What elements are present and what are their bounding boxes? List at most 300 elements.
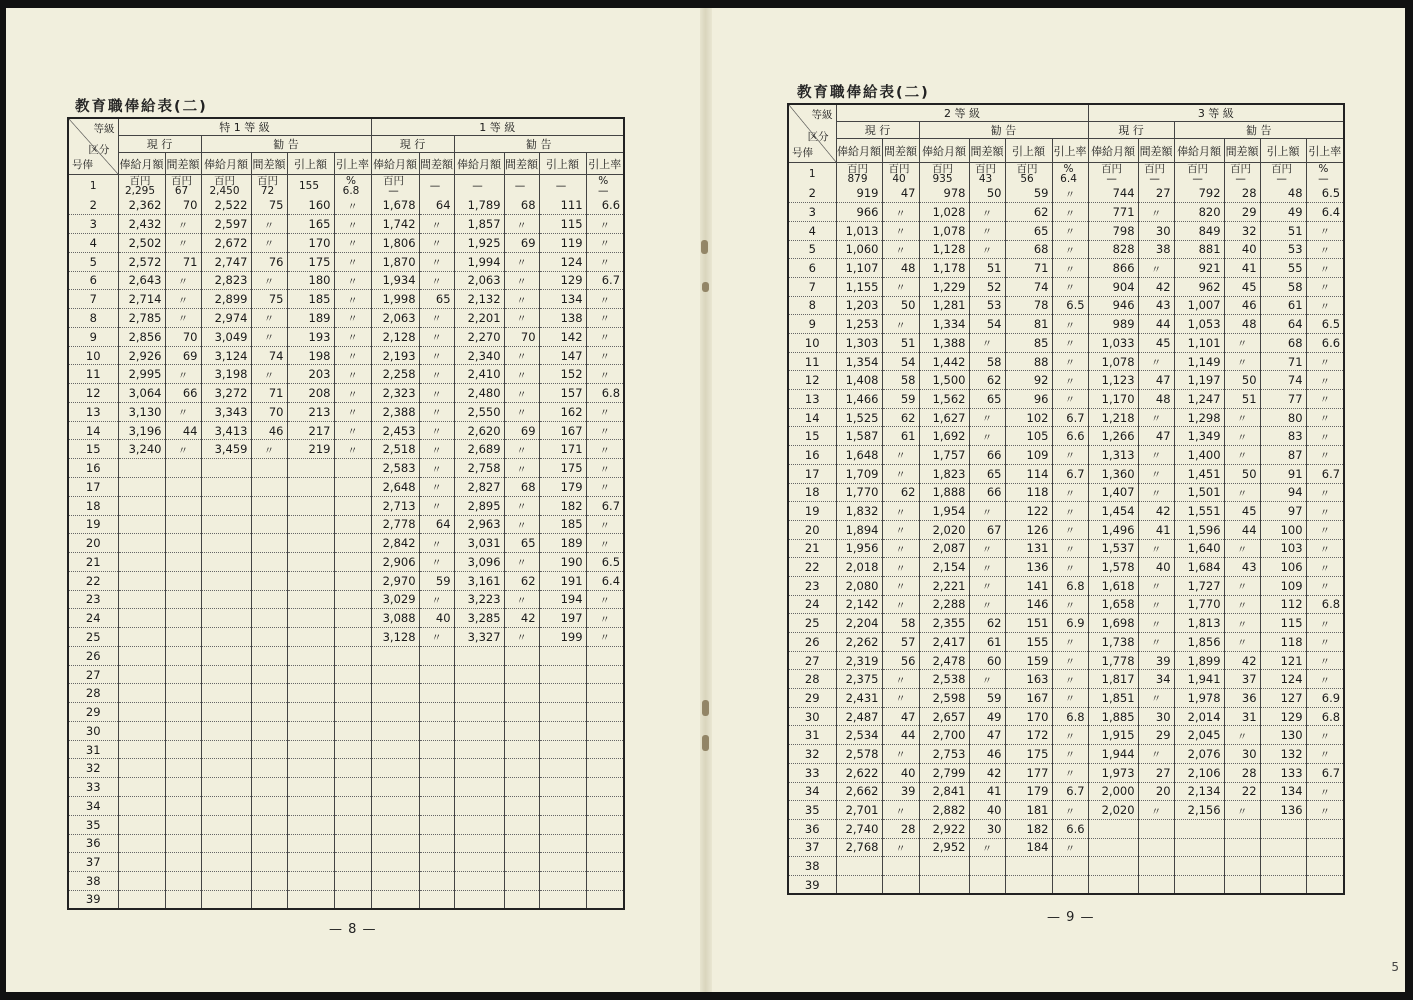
table-cell: 50 (1224, 371, 1260, 390)
table-cell: 3,343 (201, 402, 251, 421)
table-cell: 208 (287, 384, 334, 403)
table-cell: 190 (539, 553, 586, 572)
table-cell (371, 759, 419, 778)
table-cell: 1,885 (1088, 707, 1138, 726)
table-row (68, 440, 624, 459)
step-number: 19 (68, 515, 118, 534)
table-cell: 1,973 (1088, 763, 1138, 782)
cell-value: — (514, 180, 526, 192)
table-cell (504, 721, 539, 740)
table-cell: 155 (1005, 633, 1052, 652)
table-cell (118, 759, 165, 778)
table-cell: 2,063 (454, 271, 504, 290)
table-cell: 1,033 (1088, 334, 1138, 353)
table-cell: 〃 (165, 309, 201, 328)
table-cell (454, 834, 504, 853)
table-cell: 42 (1138, 502, 1174, 521)
table-cell: 1,303 (836, 334, 882, 353)
recommend-header: 勧 告 (201, 136, 371, 153)
table-cell (287, 797, 334, 816)
table-cell (1224, 163, 1260, 185)
table-cell: 53 (969, 296, 1005, 315)
table-cell: 6.8 (586, 384, 624, 403)
unit-label: 百円 (1144, 163, 1166, 175)
corner-mark: 5 (1391, 960, 1399, 974)
table-row (788, 163, 1344, 185)
table-cell: 1,229 (919, 277, 969, 296)
table-row (68, 477, 624, 496)
table-cell (165, 721, 201, 740)
salary-column-header: 俸給月額 (919, 139, 969, 163)
table-row (68, 740, 624, 759)
table-cell: 〃 (1224, 352, 1260, 371)
difference-column-header: 間差額 (882, 139, 919, 163)
table-cell (165, 872, 201, 891)
table-cell: 2,076 (1174, 745, 1224, 764)
table-cell: 6.7 (586, 271, 624, 290)
table-cell (165, 740, 201, 759)
cell-value: 40 (892, 173, 906, 184)
table-cell: 〃 (251, 215, 287, 234)
table-cell (251, 515, 287, 534)
table-cell: 71 (1005, 259, 1052, 278)
table-cell: 1,709 (836, 464, 882, 483)
table-cell: 40 (1138, 558, 1174, 577)
table-cell (201, 853, 251, 872)
table-cell: 〃 (882, 464, 919, 483)
table-cell: 66 (165, 384, 201, 403)
table-cell: 112 (1260, 595, 1306, 614)
table-cell: 1,934 (371, 271, 419, 290)
table-cell: 81 (1005, 315, 1052, 334)
table-cell: 2,899 (201, 290, 251, 309)
salary-column-header: 俸給月額 (371, 153, 419, 175)
table-row (788, 819, 1344, 838)
table-cell (371, 834, 419, 853)
table-cell: 1,678 (371, 196, 419, 215)
table-cell: 66 (969, 446, 1005, 465)
cell-value: — (1192, 173, 1203, 184)
table-cell (251, 175, 287, 197)
table-cell (251, 571, 287, 590)
table-cell: 67 (969, 520, 1005, 539)
raise-column-header: 引上額 (1005, 139, 1052, 163)
table-cell (165, 853, 201, 872)
table-cell (539, 872, 586, 891)
table-cell: 1,954 (919, 502, 969, 521)
table-cell: 134 (1260, 782, 1306, 801)
table-cell (165, 834, 201, 853)
table-cell (586, 890, 624, 909)
table-cell: 49 (1260, 203, 1306, 222)
difference-column-header: 間差額 (1138, 139, 1174, 163)
table-cell: 6.5 (586, 553, 624, 572)
table-row (788, 427, 1344, 446)
table-cell: 〃 (1306, 446, 1344, 465)
table-cell: 〃 (1052, 558, 1088, 577)
table-row (68, 872, 624, 891)
table-cell (1260, 163, 1306, 185)
table-cell: 〃 (586, 234, 624, 253)
table-cell: 80 (1260, 408, 1306, 427)
table-cell: 〃 (1052, 277, 1088, 296)
table-cell (371, 703, 419, 722)
table-cell (969, 163, 1005, 185)
table-cell: 165 (287, 215, 334, 234)
table-cell (1260, 857, 1306, 876)
table-row (68, 890, 624, 909)
table-cell: 〃 (165, 215, 201, 234)
table-cell: 〃 (1052, 595, 1088, 614)
table-cell (371, 778, 419, 797)
table-cell: 〃 (334, 440, 371, 459)
table-cell: 〃 (1306, 390, 1344, 409)
table-cell: 61 (969, 633, 1005, 652)
table-row (68, 365, 624, 384)
table-cell: 881 (1174, 240, 1224, 259)
table-cell (504, 890, 539, 909)
table-cell (454, 797, 504, 816)
table-cell: 2,895 (454, 496, 504, 515)
table-cell: 〃 (969, 838, 1005, 857)
table-cell: 〃 (586, 534, 624, 553)
step-number: 29 (788, 689, 836, 708)
table-cell (251, 890, 287, 909)
rate-column-header: 引上率 (334, 153, 371, 175)
table-cell (165, 684, 201, 703)
table-cell: 2,841 (919, 782, 969, 801)
table-row (68, 665, 624, 684)
step-number: 2 (68, 196, 118, 215)
table-cell (287, 553, 334, 572)
table-cell: 〃 (504, 402, 539, 421)
step-number: 25 (68, 628, 118, 647)
table-cell: 〃 (251, 271, 287, 290)
table-cell (1052, 875, 1088, 894)
table-cell (165, 590, 201, 609)
table-cell: 1,994 (454, 252, 504, 271)
table-cell (165, 703, 201, 722)
table-cell (251, 703, 287, 722)
table-cell (586, 853, 624, 872)
step-number: 3 (68, 215, 118, 234)
step-number: 37 (788, 838, 836, 857)
table-cell: 50 (1224, 464, 1260, 483)
table-cell: 966 (836, 203, 882, 222)
table-cell: 〃 (1306, 408, 1344, 427)
step-number: 32 (788, 745, 836, 764)
table-cell: 47 (1138, 371, 1174, 390)
table-cell: 1,899 (1174, 651, 1224, 670)
table-cell (118, 477, 165, 496)
table-cell: 〃 (882, 576, 919, 595)
table-cell: 2,882 (919, 801, 969, 820)
table-cell (287, 684, 334, 703)
table-cell: 52 (969, 277, 1005, 296)
table-cell (334, 496, 371, 515)
table-cell: 62 (882, 483, 919, 502)
table-cell: 〃 (586, 590, 624, 609)
step-number: 18 (68, 496, 118, 515)
table-cell: 1,738 (1088, 633, 1138, 652)
table-cell: 〃 (586, 309, 624, 328)
table-cell: 6.4 (586, 571, 624, 590)
table-cell (371, 815, 419, 834)
table-cell: 〃 (1306, 240, 1344, 259)
cell-value: 935 (932, 173, 953, 184)
table-cell: 2,087 (919, 539, 969, 558)
table-cell (118, 646, 165, 665)
table-cell: 2,578 (836, 745, 882, 764)
table-row (788, 390, 1344, 409)
table-cell: 1,496 (1088, 520, 1138, 539)
unit-label: 百円 (383, 175, 405, 187)
table-cell: 71 (1260, 352, 1306, 371)
table-cell: 〃 (882, 203, 919, 222)
table-cell (334, 890, 371, 909)
table-cell: 61 (1260, 296, 1306, 315)
table-cell: 〃 (586, 628, 624, 647)
table-cell: 1,407 (1088, 483, 1138, 502)
table-cell: 1,925 (454, 234, 504, 253)
table-cell: 71 (165, 252, 201, 271)
table-cell: 792 (1174, 184, 1224, 203)
table-cell: 〃 (419, 215, 454, 234)
salary-column-header: 俸給月額 (1174, 139, 1224, 163)
table-cell: 30 (969, 819, 1005, 838)
table-cell: 1,856 (1174, 633, 1224, 652)
table-cell (334, 665, 371, 684)
table-cell: 828 (1088, 240, 1138, 259)
table-cell (539, 797, 586, 816)
table-cell: 2,597 (201, 215, 251, 234)
table-cell: 6.5 (1306, 315, 1344, 334)
unit-label: 百円 (129, 175, 151, 187)
table-cell: 〃 (251, 309, 287, 328)
table-cell: 〃 (1138, 633, 1174, 652)
step-number: 28 (788, 670, 836, 689)
table-row (68, 628, 624, 647)
table-cell: 2,410 (454, 365, 504, 384)
table-cell (118, 815, 165, 834)
table-cell: 〃 (1052, 520, 1088, 539)
table-cell: 111 (539, 196, 586, 215)
table-cell: 2,063 (371, 309, 419, 328)
table-cell (165, 571, 201, 590)
table-cell: 〃 (1052, 240, 1088, 259)
table-cell: 27 (1138, 763, 1174, 782)
table-cell: 〃 (586, 252, 624, 271)
table-cell (419, 759, 454, 778)
table-cell (586, 778, 624, 797)
table-cell: 〃 (1052, 689, 1088, 708)
table-cell: 2,747 (201, 252, 251, 271)
table-cell (334, 815, 371, 834)
table-cell: 37 (1224, 670, 1260, 689)
step-number: 4 (788, 221, 836, 240)
table-cell: 〃 (504, 271, 539, 290)
table-cell (118, 684, 165, 703)
step-number: 10 (788, 334, 836, 353)
table-cell: 〃 (969, 334, 1005, 353)
table-cell: 2,128 (371, 327, 419, 346)
step-number: 8 (68, 309, 118, 328)
step-number: 15 (68, 440, 118, 459)
table-row (68, 853, 624, 872)
table-cell (201, 703, 251, 722)
page-title: 教育職俸給表(二) (797, 85, 930, 101)
table-cell: 109 (1005, 446, 1052, 465)
raise-column-header: 引上額 (539, 153, 586, 175)
table-cell: 1,596 (1174, 520, 1224, 539)
table-cell: 〃 (1138, 614, 1174, 633)
table-cell (201, 628, 251, 647)
step-number: 1 (788, 163, 836, 185)
table-cell: 〃 (504, 628, 539, 647)
table-cell (334, 609, 371, 628)
table-cell: 1,078 (919, 221, 969, 240)
table-cell: 59 (1005, 184, 1052, 203)
table-cell: 3,088 (371, 609, 419, 628)
table-cell: 6.7 (586, 496, 624, 515)
table-cell: 1,551 (1174, 502, 1224, 521)
table-cell: 2,204 (836, 614, 882, 633)
table-cell: 1,757 (919, 446, 969, 465)
step-number: 6 (68, 271, 118, 290)
table-cell (201, 834, 251, 853)
table-cell: 1,770 (836, 483, 882, 502)
table-cell (118, 797, 165, 816)
table-cell: 〃 (419, 252, 454, 271)
table-cell: 118 (1005, 483, 1052, 502)
table-cell (1260, 838, 1306, 857)
table-cell: 1,648 (836, 446, 882, 465)
table-cell: 〃 (1224, 614, 1260, 633)
table-cell: 181 (1005, 801, 1052, 820)
table-cell (251, 496, 287, 515)
table-cell: 50 (882, 296, 919, 315)
table-cell: 〃 (419, 440, 454, 459)
difference-column-header: 間差額 (419, 153, 454, 175)
current-header: 現 行 (118, 136, 201, 153)
table-cell: 1,870 (371, 252, 419, 271)
table-cell: 74 (251, 346, 287, 365)
table-cell (504, 665, 539, 684)
table-cell: 〃 (1052, 184, 1088, 203)
table-cell: 6.7 (1052, 408, 1088, 427)
table-cell: 〃 (969, 576, 1005, 595)
unit-label: 百円 (1101, 163, 1123, 175)
table-cell: 45 (1224, 277, 1260, 296)
table-cell: 65 (969, 464, 1005, 483)
table-cell: 175 (539, 459, 586, 478)
table-cell (1174, 875, 1224, 894)
table-row (68, 534, 624, 553)
table-cell: 2,431 (836, 689, 882, 708)
table-cell: 2,487 (836, 707, 882, 726)
table-cell: 170 (1005, 707, 1052, 726)
step-number: 7 (788, 277, 836, 296)
table-cell: 〃 (334, 384, 371, 403)
table-cell (334, 834, 371, 853)
table-row (788, 801, 1344, 820)
table-cell (334, 759, 371, 778)
table-cell: 6.8 (1052, 576, 1088, 595)
cell-value: 2,450 (209, 185, 240, 196)
table-cell (836, 875, 882, 894)
table-cell: 6.4 (1306, 203, 1344, 222)
table-cell: 198 (287, 346, 334, 365)
table-cell: 44 (1224, 520, 1260, 539)
page-title: 教育職俸給表(二) (75, 99, 208, 115)
table-cell (165, 515, 201, 534)
cell-value: — (598, 185, 609, 196)
step-number: 14 (68, 421, 118, 440)
table-cell: 〃 (504, 496, 539, 515)
table-cell: 106 (1260, 558, 1306, 577)
table-cell (118, 553, 165, 572)
table-cell: 121 (1260, 651, 1306, 670)
table-cell: 〃 (586, 609, 624, 628)
table-cell: 1,789 (454, 196, 504, 215)
table-cell: 849 (1174, 221, 1224, 240)
table-cell: 〃 (1306, 520, 1344, 539)
table-cell: 70 (165, 327, 201, 346)
table-row (68, 646, 624, 665)
table-row (788, 334, 1344, 353)
table-cell: 182 (539, 496, 586, 515)
table-row (68, 609, 624, 628)
difference-column-header: 間差額 (504, 153, 539, 175)
table-cell: 29 (1138, 726, 1174, 745)
table-row (788, 203, 1344, 222)
table-cell (419, 175, 454, 197)
table-row (68, 346, 624, 365)
table-cell (504, 684, 539, 703)
table-cell: 〃 (1306, 427, 1344, 446)
table-cell (334, 703, 371, 722)
table-cell: 〃 (1306, 801, 1344, 820)
table-cell: 28 (1224, 184, 1260, 203)
table-row (68, 515, 624, 534)
table-cell: 1,354 (836, 352, 882, 371)
table-cell (504, 778, 539, 797)
step-number: 9 (68, 327, 118, 346)
table-cell: 191 (539, 571, 586, 590)
table-row (788, 558, 1344, 577)
table-cell (539, 815, 586, 834)
table-cell: 51 (882, 334, 919, 353)
table-cell (371, 853, 419, 872)
step-number: 27 (68, 665, 118, 684)
table-cell: 1,078 (1088, 352, 1138, 371)
unit-label: % (1318, 163, 1329, 175)
table-cell: 〃 (969, 595, 1005, 614)
table-cell: 〃 (1306, 259, 1344, 278)
table-cell: 61 (882, 427, 919, 446)
table-cell (118, 740, 165, 759)
table-row (68, 815, 624, 834)
table-cell: 2,340 (454, 346, 504, 365)
table-cell (201, 890, 251, 909)
table-cell: 〃 (1224, 483, 1260, 502)
table-cell (165, 477, 201, 496)
table-cell: 3,223 (454, 590, 504, 609)
table-cell (419, 703, 454, 722)
table-cell: 〃 (882, 670, 919, 689)
table-cell: 〃 (882, 745, 919, 764)
table-cell (371, 665, 419, 684)
